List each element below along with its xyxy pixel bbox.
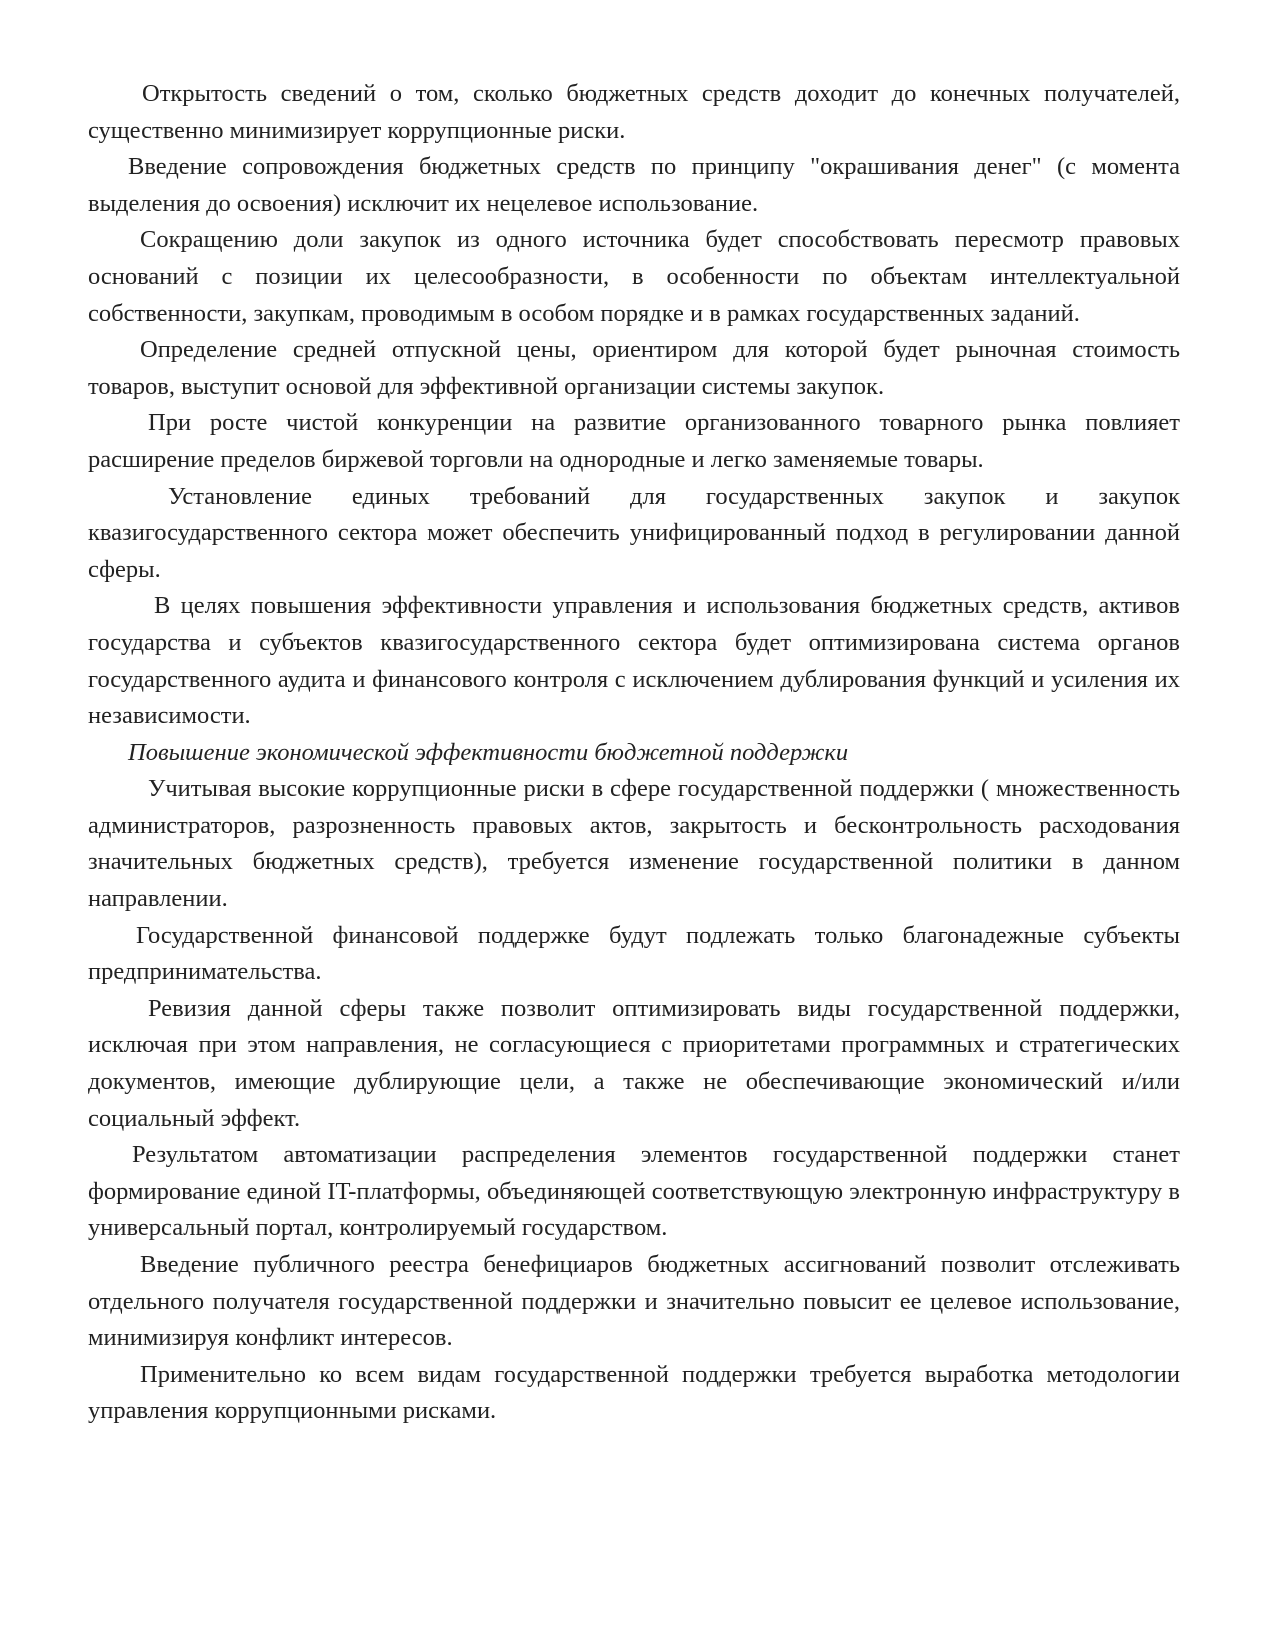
paragraph-it-platform: Результатом автоматизации распределения элементов государственной поддержки станет формирование единой IT-платформы, объединяющей соответствующую электронную инфраструктуру в универсальный портал, контролируемый государством. — [88, 1141, 1180, 1242]
paragraph-money-coloring: Введение сопровождения бюджетных средств по принципу "окрашивания денег" (с момента выделения до освоения) исключит их нецелевое использование. — [88, 153, 1180, 217]
paragraph-single-source-procurement: Сокращению доли закупок из одного источника будет способствовать пересмотр правовых оснований с позиции их целесообразности, в особенности по объектам интеллектуальной собственности, закупкам, проводимым в особом порядке и в рамках государственных заданий. — [88, 226, 1180, 327]
section-heading: Повышение экономической эффективности бюджетной поддержки — [128, 738, 849, 766]
paragraph-methodology: Применительно ко всем видам государственной поддержки требуется выработка методологии управления коррупционными рисками. — [88, 1360, 1180, 1425]
paragraph-unified-requirements: Установление единых требований для государственных закупок и закупок квазигосударственного сектора может обеспечить унифицированный подход в регулировании данной сферы. — [88, 482, 1180, 583]
paragraph-reliable-entities: Государственной финансовой поддержке будут подлежать только благонадежные субъекты предпринимательства. — [88, 921, 1180, 986]
paragraph-public-registry: Введение публичного реестра бенефициаров бюджетных ассигнований позволит отслеживать отдельного получателя государственной поддержки и значительно повысит ее целевое использование, минимизируя конфликт интересов. — [88, 1251, 1180, 1352]
paragraph-corruption-risks: Учитывая высокие коррупционные риски в сфере государственной поддержки ( множественность администраторов, разрозненность правовых актов, закрытость и бесконтрольность расходования значительных бюджетных средств), требуется изменение государственной политики в данном направлении. — [88, 775, 1180, 913]
document-page — [88, 76, 1180, 1430]
paragraph-average-price: Определение средней отпускной цены, ориентиром для которой будет рыночная стоимость товаров, выступит основой для эффективной организации системы закупок. — [88, 336, 1180, 400]
paragraph-audit-system: В целях повышения эффективности управления и использования бюджетных средств, активов государства и субъектов квазигосударственного сектора будет оптимизирована система органов государственного аудита и финансового контроля с исключением дублирования функций и усиления их независимости. — [88, 592, 1180, 730]
paragraph-revision: Ревизия данной сферы также позволит оптимизировать виды государственной поддержки, исключая при этом направления, не согласующиеся с приоритетами программных и стратегических документов, имеющие дублирующие цели, а также не обеспечивающие экономический и/или социальный эффект. — [88, 994, 1180, 1132]
paragraph-exchange-trading: При росте чистой конкуренции на развитие организованного товарного рынка повлияет расширение пределов биржевой торговли на однородные и легко заменяемые товары. — [88, 409, 1180, 473]
paragraph-transparency: Открытость сведений о том, сколько бюджетных средств доходит до конечных получателей, существенно минимизирует коррупционные риски. — [88, 80, 1180, 144]
